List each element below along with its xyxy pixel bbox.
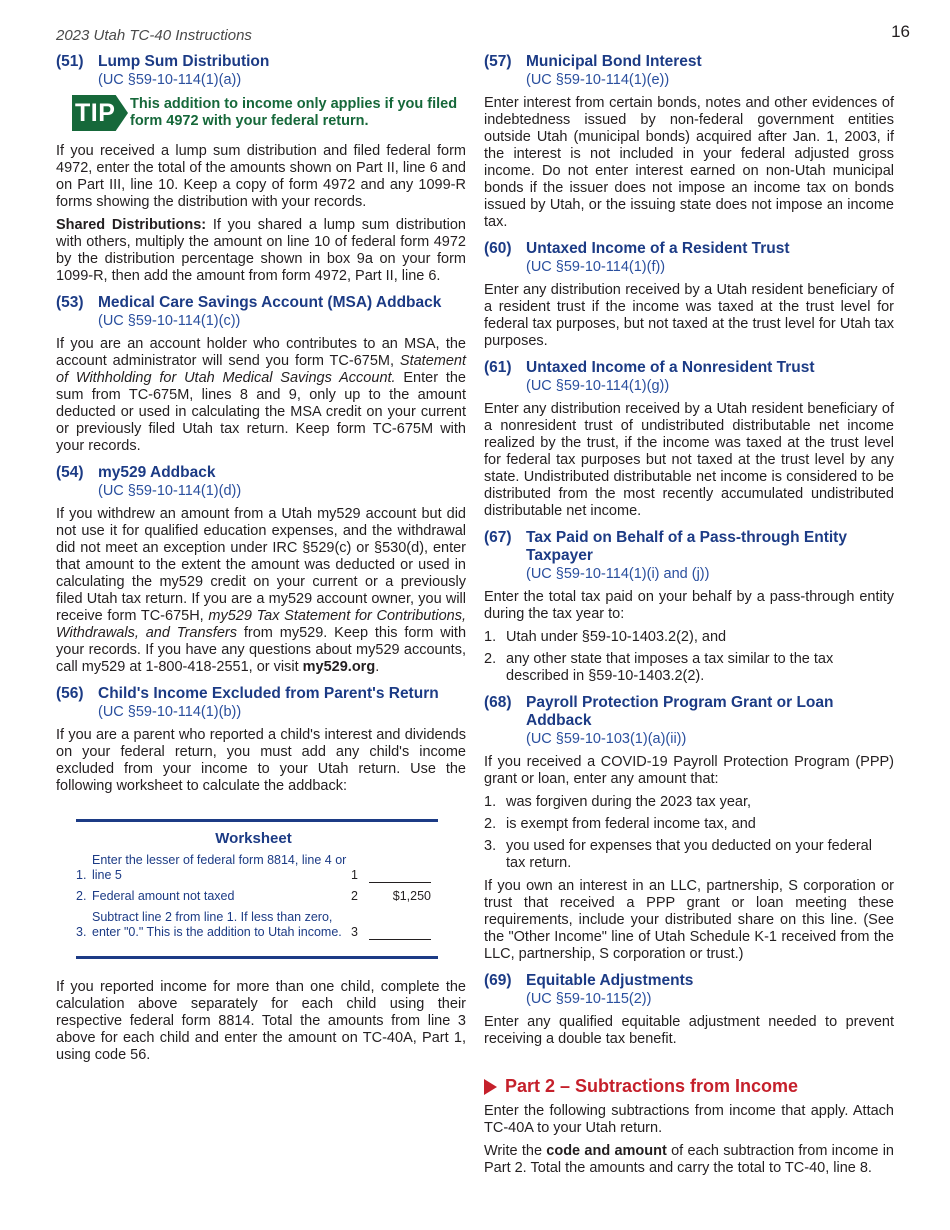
section-number: (54)	[56, 464, 84, 481]
paragraph: If you are a parent who reported a child's interest and dividends on your federal return, you must add any child's income excluded from your income to your Utah return. Use the following worksheet to calculate the addback:	[56, 727, 466, 794]
section-reference: (UC §59-10-114(1)(i) and (j))	[526, 566, 710, 582]
section-number: (57)	[484, 53, 512, 70]
section-56-heading	[56, 685, 466, 703]
my529-link: my529.org	[302, 659, 376, 675]
section-title: Untaxed Income of a Nonresident Trust	[526, 359, 815, 376]
paragraph: Enter interest from certain bonds, notes and other evidences of indebtedness issued by non-federal government entities outside Utah (municipal bonds) acquired after Jan. 1, 2003, if the interest is not included in your federal adjusted gross income. Do not enter interest earned on non-Utah municipal bonds if the issuer does not impose an income tax on bonds issued by Utah, or the issuing state does not impose an income tax.	[484, 95, 894, 230]
tip-badge-label: TIP	[75, 99, 116, 127]
page-number: 16	[891, 22, 910, 41]
worksheet-amount-field	[369, 868, 431, 883]
worksheet-amount-field	[369, 925, 431, 940]
tip-callout	[72, 95, 466, 131]
worksheet-row: 3. Subtract line 2 from line 1. If less than zero, enter "0." This is the addition to Utah income. 3	[76, 910, 431, 940]
section-title: Payroll Protection Program Grant or Loan Addback	[526, 694, 834, 729]
paragraph: Shared Distributions: If you shared a lump sum distribution with others, multiply the amount on line 10 of federal form 4972 by the distribution percentage shown in box 9a on your form 1099-R, then add the amount from form 4972, Part II, line 6.	[56, 217, 466, 284]
section-number: (68)	[484, 694, 512, 711]
tip-text: This addition to income only applies if you filed form 4972 with your federal return.	[130, 96, 458, 129]
tip-badge-icon	[72, 95, 128, 131]
section-reference: (UC §59-10-114(1)(e))	[526, 72, 670, 88]
document-header: 2023 Utah TC-40 Instructions	[56, 27, 252, 44]
worksheet-amount-field: $1,250	[392, 889, 431, 903]
paragraph: If you received a COVID-19 Payroll Protection Program (PPP) grant or loan, enter any amount that:	[484, 754, 894, 787]
list-item: 2. any other state that imposes a tax similar to the tax described in §59-10-1403.2(2).	[484, 651, 834, 684]
list-item: 1. was forgiven during the 2023 tax year,	[484, 794, 752, 810]
section-57-heading	[484, 53, 894, 71]
section-number: (53)	[56, 294, 84, 311]
section-61-heading	[484, 359, 894, 377]
paragraph: If you are an account holder who contributes to an MSA, the account administrator will send you form TC-675M, Statement of Withholding for Utah Medical Savings Account. Enter the sum from TC-675M, lines 8 and 9, only up to the amount deducted or used in calculating the MSA credit on your current or previously filed Utah tax return. Keep form TC-675M with your records.	[56, 336, 466, 454]
paragraph: Enter the following subtractions from income that apply. Attach TC-40A to your Utah return.	[484, 1103, 894, 1136]
paragraph: If you reported income for more than one child, complete the calculation above separately for each child using their respective federal form 8814. Total the amounts from line 3 above for each child and enter the amount on TC-40A, Part 1, using code 56.	[56, 979, 466, 1063]
section-reference: (UC §59-10-114(1)(g))	[526, 378, 670, 394]
paragraph: If you received a lump sum distribution and filed federal form 4972, enter the total of the amounts shown on Part II, line 6 and on Part III, line 10. Keep a copy of form 4972 and any 1099-R forms showing the distribution with your records.	[56, 143, 466, 210]
section-number: (60)	[484, 240, 512, 257]
section-title: Lump Sum Distribution	[98, 53, 270, 70]
paragraph: Enter any distribution received by a Utah resident beneficiary of a resident trust if the income was taxed at the trust level for federal tax purposes, but not taxed at the trust level for Utah tax purposes.	[484, 282, 894, 349]
section-reference: (UC §59-10-114(1)(f))	[526, 259, 666, 275]
right-column	[484, 53, 894, 1183]
paragraph: If you withdrew an amount from a Utah my529 account but did not use it for qualified education expenses, and the withdrawal did not meet an exception under IRC §529(c) or §530(d), enter that amount to the extent the amount was deducted or used in calculating the my529 credit on your current or a previously filed Utah tax return. If you are a my529 account owner, you will receive form TC-675H, my529 Tax Statement for Contributions, Withdrawals, and Transfers from my529. Keep this form with your records. If you have any questions about my529 accounts, call my529 at 1-800-418-2551, or visit my529.org.	[56, 506, 467, 675]
section-number: (69)	[484, 972, 512, 989]
section-67-heading	[484, 529, 894, 565]
worksheet-title: Worksheet	[215, 830, 292, 847]
paragraph: Write the code and amount of each subtraction from income in Part 2. Total the amounts and carry the total to TC-40, line 8.	[484, 1143, 894, 1176]
section-number: (61)	[484, 359, 512, 376]
section-60-heading	[484, 240, 894, 258]
section-number: (56)	[56, 685, 84, 702]
paragraph: Enter the total tax paid on your behalf by a pass-through entity during the tax year to:	[484, 589, 894, 622]
paragraph: Enter any distribution received by a Utah resident beneficiary of a nonresident trust of undistributed distributable net income realized by the trust, if the income was taxed at the trust level for federal tax purposes but not taxed at the trust level by any state. Undistributed distributable net income is considered to be distributed from the most recently accumulated undistributed distributable net income.	[484, 401, 894, 519]
worksheet-row: 1. Enter the lesser of federal form 8814, line 4 or line 5 1	[76, 853, 431, 883]
section-51-heading	[56, 53, 466, 71]
paragraph: Enter any qualified equitable adjustment needed to prevent receiving a double tax benefit.	[484, 1014, 894, 1047]
worksheet-row: 2. Federal amount not taxed 2 $1,250	[76, 889, 431, 903]
numbered-list	[484, 629, 894, 685]
list-item: 1. Utah under §59-10-1403.2(2), and	[484, 629, 727, 645]
section-69-heading	[484, 972, 894, 990]
section-title: Untaxed Income of a Resident Trust	[526, 240, 790, 257]
play-arrow-icon	[484, 1079, 497, 1095]
section-title: Tax Paid on Behalf of a Pass-through Entity Taxpayer	[526, 529, 847, 564]
worksheet	[76, 819, 438, 959]
section-reference: (UC §59-10-114(1)(d))	[98, 483, 242, 499]
section-title: Equitable Adjustments	[526, 972, 694, 989]
part-2-title: Part 2 – Subtractions from Income	[505, 1076, 799, 1096]
section-title: my529 Addback	[98, 464, 216, 481]
list-item: 3. you used for expenses that you deducted on your federal tax return.	[484, 838, 872, 871]
section-53-heading	[56, 294, 466, 312]
section-reference: (UC §59-10-114(1)(b))	[98, 704, 242, 720]
section-reference: (UC §59-10-114(1)(a))	[98, 72, 242, 88]
section-reference: (UC §59-10-103(1)(a)(ii))	[526, 731, 687, 747]
section-54-heading	[56, 464, 466, 482]
shared-distributions-label: Shared Distributions:	[56, 217, 207, 233]
section-title: Municipal Bond Interest	[526, 53, 702, 70]
section-number: (67)	[484, 529, 512, 546]
section-reference: (UC §59-10-114(1)(c))	[98, 313, 241, 329]
section-title: Medical Care Savings Account (MSA) Addback	[98, 294, 442, 311]
section-68-heading	[484, 694, 894, 730]
numbered-list	[484, 794, 894, 872]
list-item: 2. is exempt from federal income tax, and	[484, 816, 756, 832]
left-column	[56, 53, 466, 1070]
section-title: Child's Income Excluded from Parent's Return	[98, 685, 439, 702]
section-number: (51)	[56, 53, 84, 70]
paragraph: If you own an interest in an LLC, partnership, S corporation or trust that received a PPP grant or loan meeting these requirements, include your distributed share on this line. (See the "Other Income" line of Utah Schedule K-1 received from the LLC, partnership, S corporation or trust.)	[484, 878, 894, 962]
section-reference: (UC §59-10-115(2))	[526, 991, 652, 1007]
part-2-heading	[484, 1076, 894, 1097]
